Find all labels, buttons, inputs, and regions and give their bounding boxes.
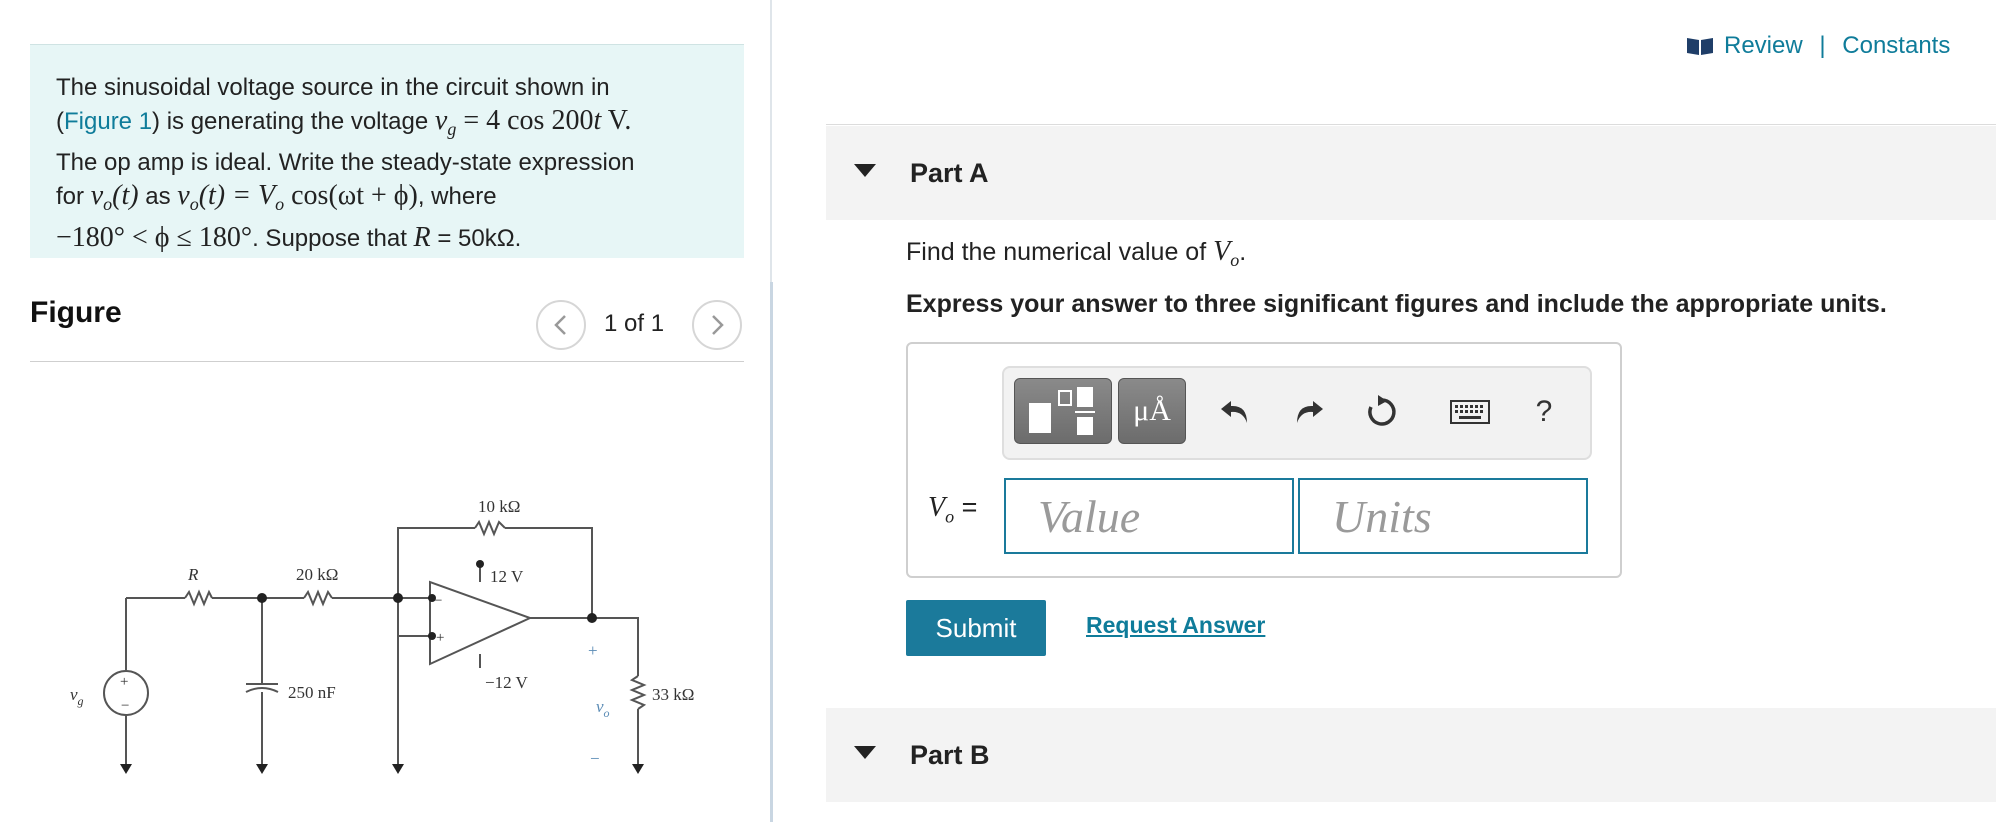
vg-t: t xyxy=(593,105,602,136)
vo-arg: (t) = xyxy=(198,179,259,211)
label-12v: 12 V xyxy=(490,567,524,586)
problem-line-5 xyxy=(56,221,718,255)
circuit-diagram xyxy=(60,488,720,798)
part-a-header[interactable] xyxy=(826,126,1996,220)
problem-statement xyxy=(30,44,744,258)
chevron-left-icon xyxy=(553,314,569,336)
problem-line-4 xyxy=(56,179,718,221)
figure-counter: 1 of 1 xyxy=(604,310,665,337)
label-20k: 20 kΩ xyxy=(296,565,339,584)
review-link[interactable]: Review xyxy=(1724,32,1803,59)
undo-button[interactable] xyxy=(1214,390,1258,434)
problem-text: as xyxy=(138,182,178,210)
keyboard-button[interactable] xyxy=(1440,390,1500,434)
chevron-right-icon xyxy=(709,314,725,336)
label-minus12v: −12 V xyxy=(485,673,528,692)
vg-rhs: = 4 cos 200 xyxy=(456,105,594,136)
label-vg: $v_g$ xyxy=(70,685,84,708)
book-icon xyxy=(1686,36,1714,56)
problem-line-3: The op amp is ideal. Write the steady-state expression xyxy=(56,148,635,176)
vo-arg: (t) xyxy=(112,179,139,211)
vo-symbol: v xyxy=(177,179,190,211)
answer-subscript: o xyxy=(945,506,955,527)
templates-button[interactable] xyxy=(1014,378,1112,444)
label-R: R xyxy=(188,565,199,584)
top-divider xyxy=(826,124,1996,125)
reset-icon xyxy=(1365,395,1399,429)
label-vo-minus: − xyxy=(590,749,600,768)
vo-subscript: o xyxy=(189,193,199,214)
instruction-text: Express your answer to three significant figures and include the appropriate units. xyxy=(906,290,1887,318)
problem-line-2 xyxy=(56,104,718,146)
keyboard-icon xyxy=(1450,400,1490,424)
label-opamp-plus: + xyxy=(436,630,445,646)
vo-symbol: v xyxy=(90,179,104,211)
problem-text: . Suppose that xyxy=(252,224,414,252)
answer-label xyxy=(928,492,977,527)
question-pre: Find the numerical value of xyxy=(906,238,1214,266)
part-a-label: Part A xyxy=(910,158,989,188)
question-post: . xyxy=(1239,238,1247,266)
part-b-header[interactable] xyxy=(826,708,1996,802)
label-vo-plus: + xyxy=(588,641,598,660)
question-text xyxy=(906,236,1246,271)
units-input[interactable] xyxy=(1298,478,1588,554)
label-vo: $v_o$ xyxy=(596,697,610,720)
cos-expression: cos(ωt + ϕ) xyxy=(284,179,418,211)
templates-icon xyxy=(1015,379,1113,445)
request-answer-link[interactable]: Request Answer xyxy=(1086,612,1266,638)
R-symbol: R xyxy=(413,221,431,253)
panel-divider[interactable] xyxy=(770,282,773,822)
answer-box xyxy=(906,342,1622,578)
problem-text: , where xyxy=(417,182,497,210)
question-subscript: o xyxy=(1230,250,1240,270)
part-b-label: Part B xyxy=(910,740,990,770)
left-panel xyxy=(0,0,770,822)
undo-icon xyxy=(1219,397,1253,427)
label-src-plus: + xyxy=(120,674,129,690)
caret-down-icon[interactable] xyxy=(854,164,876,177)
link-separator: | xyxy=(1812,32,1833,59)
figure-header xyxy=(30,290,744,362)
paren: ( xyxy=(56,108,64,135)
units-button[interactable]: μÅ xyxy=(1118,378,1186,444)
redo-icon xyxy=(1291,397,1325,427)
problem-text: for xyxy=(56,182,91,210)
vg-subscript: g xyxy=(447,118,457,139)
problem-text: ) is generating the voltage xyxy=(152,108,435,135)
answer-equals: = xyxy=(954,492,978,522)
figure-next-button[interactable] xyxy=(692,300,742,350)
submit-button[interactable]: Submit xyxy=(906,600,1046,656)
reset-button[interactable] xyxy=(1360,390,1404,434)
help-button[interactable]: ? xyxy=(1535,395,1553,428)
label-cap: 250 nF xyxy=(288,683,336,702)
question-symbol: V xyxy=(1213,236,1231,267)
label-opamp-minus: − xyxy=(434,593,443,609)
caret-down-icon[interactable] xyxy=(854,746,876,759)
vo-subscript: o xyxy=(103,193,113,214)
Vo-subscript: o xyxy=(275,193,285,214)
redo-button[interactable] xyxy=(1286,390,1330,434)
figure-link[interactable]: Figure 1 xyxy=(64,108,153,135)
figure-prev-button[interactable] xyxy=(536,300,586,350)
phase-range: −180° < ϕ ≤ 180° xyxy=(56,221,253,253)
label-10k: 10 kΩ xyxy=(478,497,521,516)
R-value: = 50kΩ. xyxy=(430,224,522,252)
vg-symbol: v xyxy=(434,105,448,136)
vg-unit: V. xyxy=(601,105,632,136)
Vo-symbol: V xyxy=(258,179,276,211)
constants-link[interactable]: Constants xyxy=(1842,32,1951,59)
problem-line-1: The sinusoidal voltage source in the circuit shown in xyxy=(56,74,610,101)
math-toolbar xyxy=(1002,366,1592,460)
answer-symbol: V xyxy=(928,492,946,523)
review-constants-links xyxy=(1686,32,1950,60)
label-src-minus: − xyxy=(121,698,130,714)
figure-title: Figure xyxy=(30,296,122,329)
label-33k: 33 kΩ xyxy=(652,685,695,704)
panel-divider xyxy=(770,0,772,282)
value-input[interactable] xyxy=(1004,478,1294,554)
